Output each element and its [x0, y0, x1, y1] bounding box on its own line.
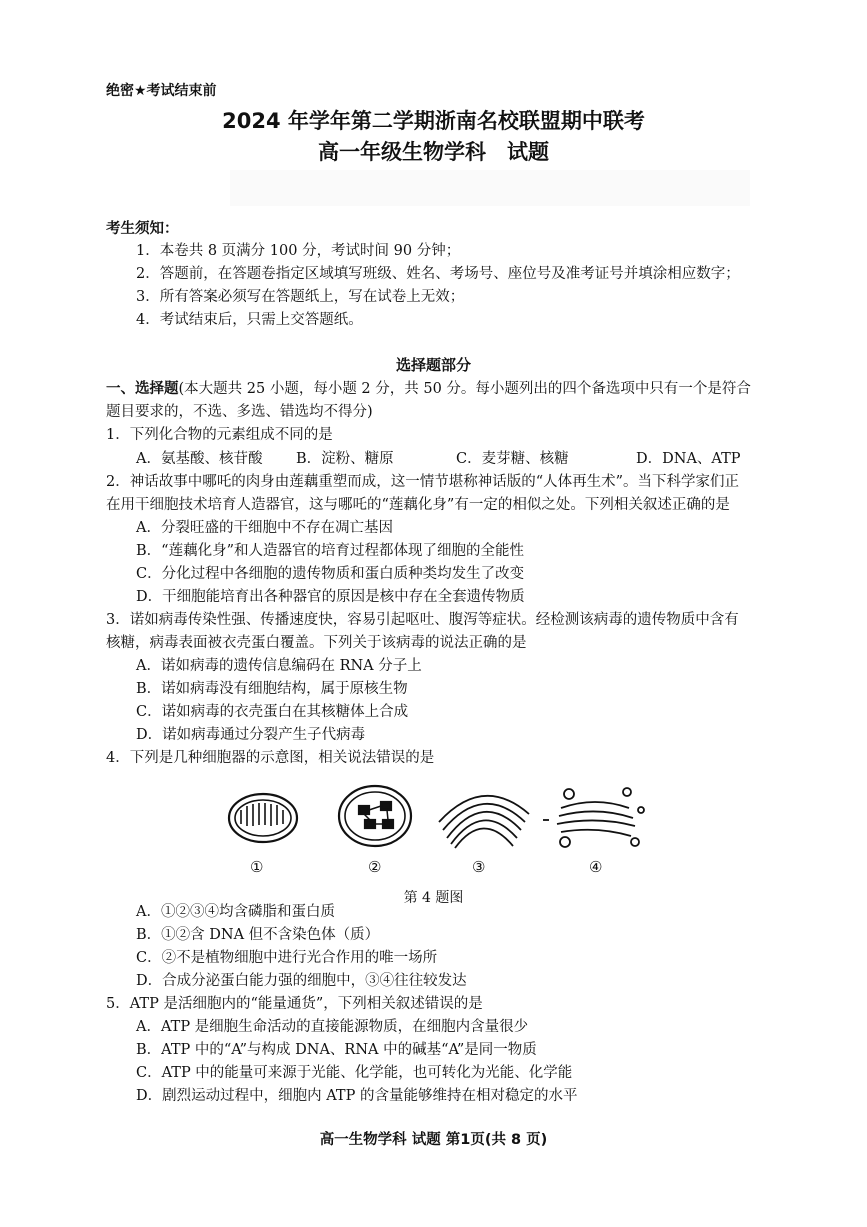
question-1-stem: 1．下列化合物的元素组成不同的是: [106, 427, 333, 443]
section-title: 选择题部分: [395, 356, 471, 374]
confidential-mark: 绝密★考试结束前: [106, 83, 217, 99]
section-intro-bold: 一、选择题: [106, 381, 179, 397]
notice-heading: 考生须知：: [106, 221, 179, 237]
q5-option-d: D．剧烈运动过程中，细胞内 ATP 的含量能够维持在相对稳定的水平: [136, 1088, 578, 1104]
golgi-apparatus-drawing: [543, 788, 644, 847]
figure-label-3: ③: [472, 858, 486, 876]
question-2-stem-cont: 在用干细胞技术培育人造器官，这与哪吒的“莲藕化身”有一定的相似之处。下列相关叙述正确的是: [106, 497, 730, 513]
notice-item: 2．答题前，在答题卷指定区域填写班级、姓名、考场号、座位号及准考证号并填涂相应数字；: [136, 266, 740, 282]
mitochondrion-drawing: [229, 794, 297, 842]
q4-option-b: B．①②含 DNA 但不含染色体（质）: [136, 927, 380, 943]
notice-item: 1．本卷共 8 页满分 100 分，考试时间 90 分钟；: [136, 243, 461, 259]
q5-option-a: A．ATP 是细胞生命活动的直接能源物质，在细胞内含量很少: [136, 1019, 529, 1035]
exam-title: 2024 年学年第二学期浙南名校联盟期中联考: [222, 109, 645, 133]
q3-option-b: B．诺如病毒没有细胞结构，属于原核生物: [136, 681, 408, 697]
q2-option-d: D．干细胞能培育出各种器官的原因是核中存在全套遗传物质: [136, 589, 525, 605]
q3-option-a: A．诺如病毒的遗传信息编码在 RNA 分子上: [136, 658, 422, 674]
figure-caption: 第 4 题图: [403, 890, 464, 906]
page-footer: 高一生物学科 试题 第1页(共 8 页): [319, 1132, 548, 1148]
q1-option-a: A．氨基酸、核苷酸: [136, 451, 263, 467]
question-3-stem: 3．诺如病毒传染性强、传播速度快，容易引起呕吐、腹泻等症状。经检测该病毒的遗传物质中含有: [106, 612, 739, 628]
section-intro-text: (本大题共 25 小题，每小题 2 分，共 50 分。每小题列出的四个备选项中只有一个是符合: [178, 381, 751, 397]
q5-option-b: B．ATP 中的“A”与构成 DNA、RNA 中的碱基“A”是同一物质: [136, 1042, 537, 1058]
figure-label-1: ①: [250, 858, 264, 876]
q2-option-a: A．分裂旺盛的干细胞中不存在凋亡基因: [136, 520, 393, 536]
notice-item: 3．所有答案必须写在答题纸上，写在试卷上无效；: [136, 289, 465, 305]
q4-option-d: D．合成分泌蛋白能力强的细胞中，③④往往较发达: [136, 973, 467, 989]
q2-option-c: C．分化过程中各细胞的遗传物质和蛋白质种类均发生了改变: [136, 566, 525, 582]
exam-subtitle: 高一年级生物学科 试题: [318, 140, 549, 164]
figure-label-4: ④: [589, 858, 603, 876]
q2-option-b: B．“莲藕化身”和人造器官的培育过程都体现了细胞的全能性: [136, 543, 524, 559]
question-5-stem: 5．ATP 是活细胞内的“能量通货”，下列相关叙述错误的是: [106, 996, 483, 1012]
question-3-stem-cont: 核糖，病毒表面被衣壳蛋白覆盖。下列关于该病毒的说法正确的是: [106, 635, 527, 651]
endoplasmic-reticulum-drawing: [439, 796, 529, 848]
q4-option-a: A．①②③④均含磷脂和蛋白质: [136, 904, 335, 920]
organelle-figure: [225, 780, 645, 860]
q5-option-c: C．ATP 中的能量可来源于光能、化学能，也可转化为光能、化学能: [136, 1065, 573, 1081]
blank-area: [230, 170, 750, 206]
section-intro: [106, 378, 751, 400]
question-4-stem: 4．下列是几种细胞器的示意图，相关说法错误的是: [106, 750, 435, 766]
q1-option-c: C．麦芽糖、核糖: [456, 451, 569, 467]
chloroplast-drawing: [339, 786, 411, 846]
q3-option-d: D．诺如病毒通过分裂产生子代病毒: [136, 727, 366, 743]
figure-label-2: ②: [368, 858, 382, 876]
q3-option-c: C．诺如病毒的衣壳蛋白在其核糖体上合成: [136, 704, 409, 720]
section-intro-cont: 题目要求的，不选、多选、错选均不得分): [106, 404, 373, 420]
q4-option-c: C．②不是植物细胞中进行光合作用的唯一场所: [136, 950, 438, 966]
q1-option-b: B．淀粉、糖原: [296, 451, 394, 467]
q1-option-d: D．DNA、ATP: [636, 451, 741, 467]
question-2-stem: 2．神话故事中哪吒的肉身由莲藕重塑而成，这一情节堪称神话版的“人体再生术”。当下科学家们正: [106, 474, 740, 490]
notice-item: 4．考试结束后，只需上交答题纸。: [136, 312, 363, 328]
